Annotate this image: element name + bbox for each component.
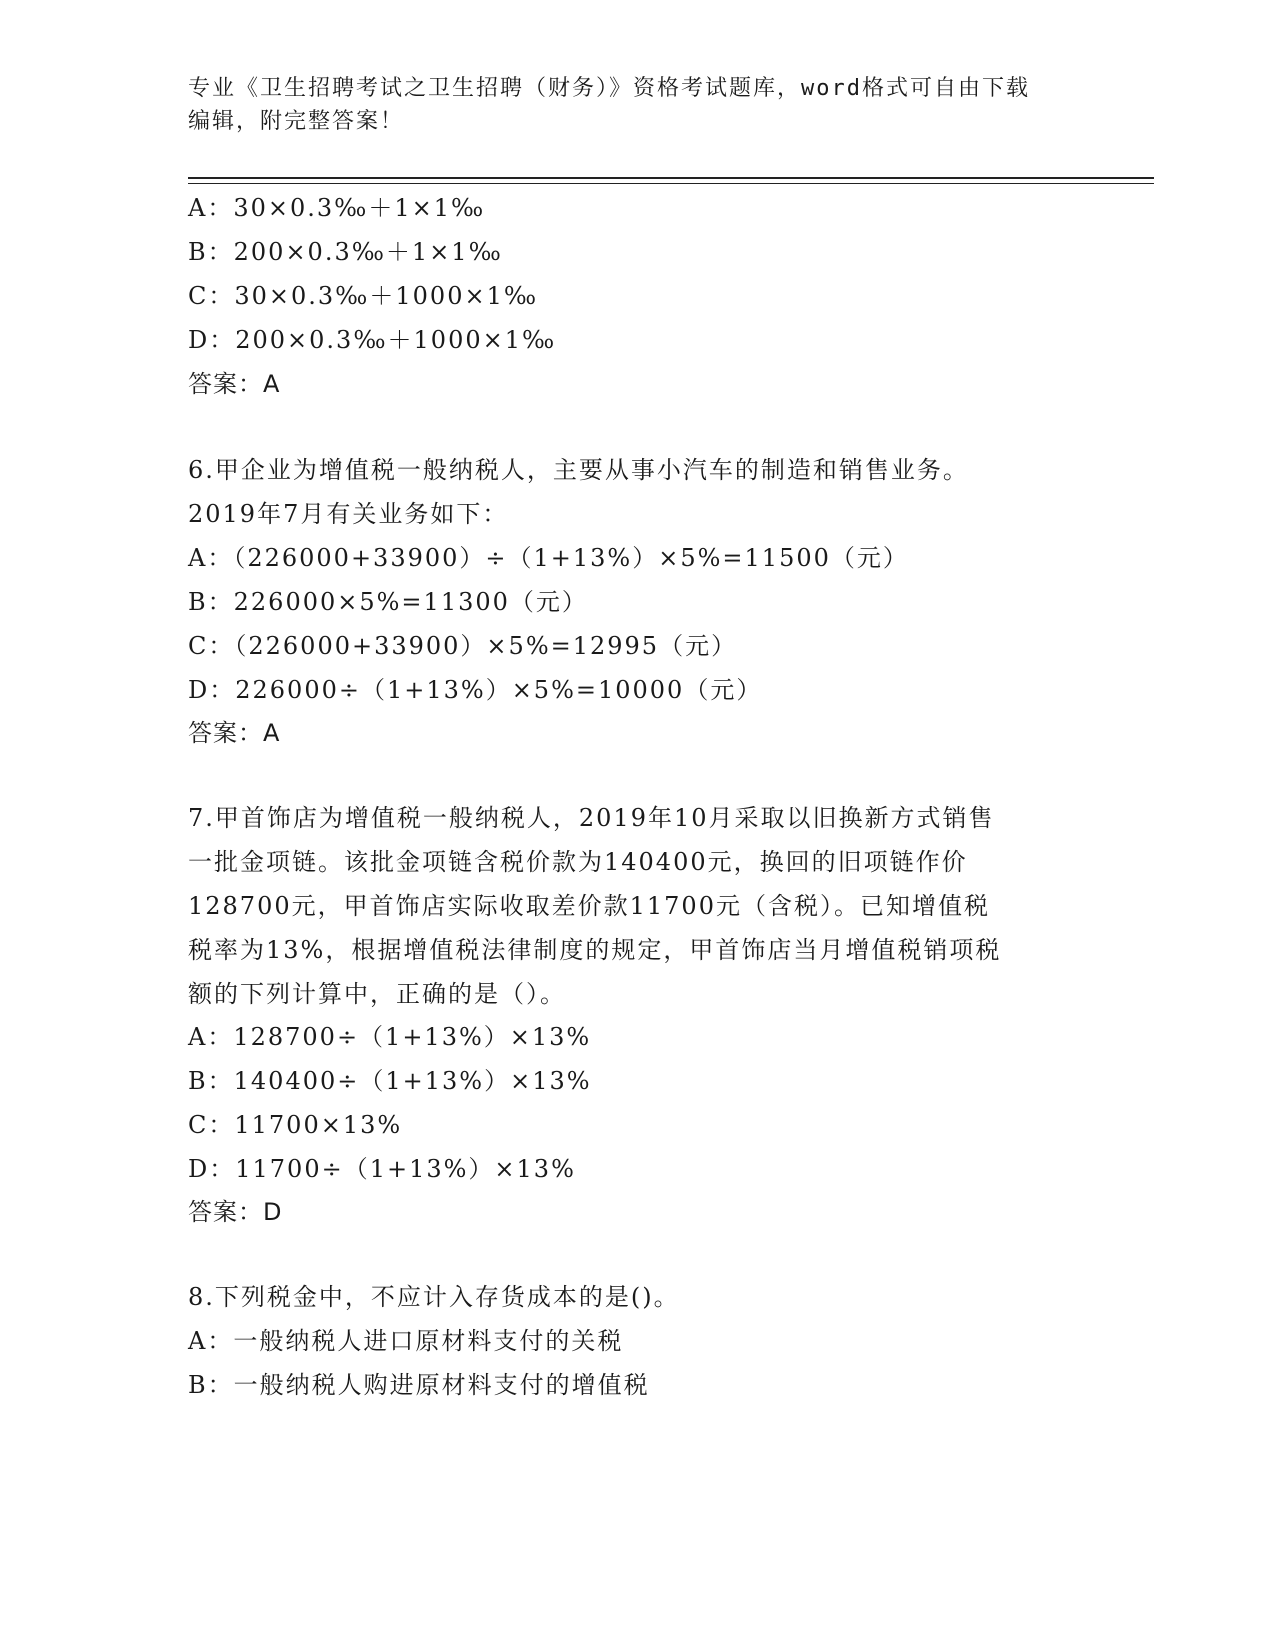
q7-option-d: D：11700÷（1+13%）×13% [188,1155,576,1183]
q5-option-d: D：200×0.3‰＋1000×1‰ [188,326,557,354]
q5-option-b: B：200×0.3‰＋1×1‰ [188,238,503,266]
q6-stem-line-2: 2019年7月有关业务如下： [188,500,509,528]
header-line-1: 专业《卫生招聘考试之卫生招聘（财务）》资格考试题库，word格式可自由下载 [188,76,1030,101]
q5-answer: 答案：A [188,370,281,398]
q7-stem-line-5: 额的下列计算中，正确的是（）。 [188,980,566,1008]
header-divider-thick [188,177,1154,179]
q7-stem-line-3: 128700元，甲首饰店实际收取差价款11700元（含税）。已知增值税 [188,892,990,920]
header-line-2: 编辑，附完整答案！ [188,109,405,134]
q6-stem-line-1: 6.甲企业为增值税一般纳税人，主要从事小汽车的制造和销售业务。 [188,456,969,484]
q5-option-a: A：30×0.3‰＋1×1‰ [188,194,486,222]
q7-option-c: C：11700×13% [188,1111,403,1139]
q7-option-a: A：128700÷（1+13%）×13% [188,1023,592,1051]
q7-stem-line-1: 7.甲首饰店为增值税一般纳税人，2019年10月采取以旧换新方式销售 [188,804,995,832]
q7-option-b: B：140400÷（1+13%）×13% [188,1067,592,1095]
q8-option-b: B：一般纳税人购进原材料支付的增值税 [188,1371,650,1399]
q6-option-a: A：（226000+33900）÷（1+13%）×5%=11500（元） [188,544,909,572]
q6-option-d: D：226000÷（1+13%）×5%=10000（元） [188,676,763,704]
document-header [188,72,1088,138]
q6-option-b: B：226000×5%=11300（元） [188,588,588,616]
q5-option-c: C：30×0.3‰＋1000×1‰ [188,282,539,310]
q8-stem-line-1: 8.下列税金中，不应计入存货成本的是()。 [188,1283,680,1311]
q6-answer: 答案：A [188,719,281,747]
q7-stem-line-2: 一批金项链。该批金项链含税价款为140400元，换回的旧项链作价 [188,848,968,876]
q6-option-c: C：（226000+33900）×5%=12995（元） [188,632,738,660]
q7-answer: 答案：D [188,1198,283,1226]
header-divider-thin [188,183,1154,184]
q7-stem-line-4: 税率为13%，根据增值税法律制度的规定，甲首饰店当月增值税销项税 [188,936,1002,964]
q8-option-a: A：一般纳税人进口原材料支付的关税 [188,1327,624,1355]
